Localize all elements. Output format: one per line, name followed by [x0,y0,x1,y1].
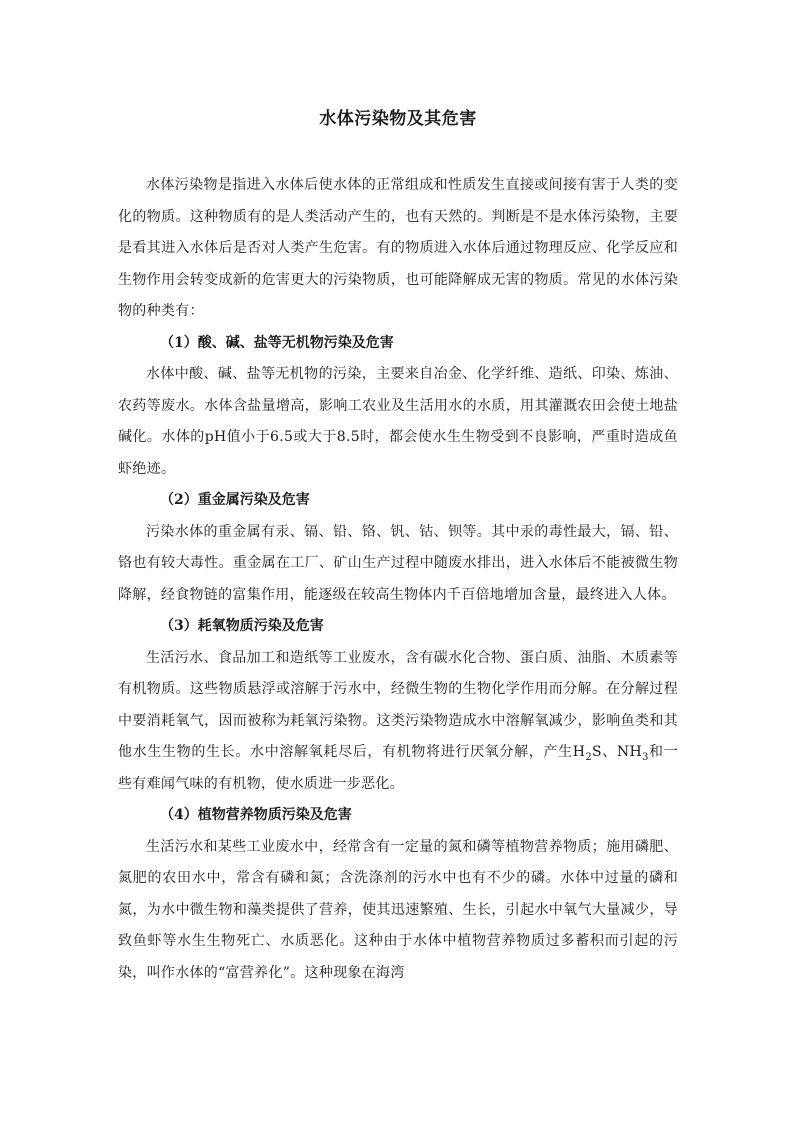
section-heading-nutrients: （4）植物营养物质污染及危害 [160,807,352,823]
document-title: 水体污染物及其危害 [319,109,477,129]
section-text-nutrients: 生活污水和某些工业废水中，经常含有一定量的氮和磷等植物营养物质；施用磷肥、氮肥的农田水中，常含有磷和氮；含洗涤剂的污水中也有不少的磷。水体中过量的磷和氮，为水中微生物和藻类提供了营养，使其迅速繁殖、生长，引起水中氧气大量减少，导致鱼虾等水生生物死亡、水质恶化。这种由于水体中植物营养物质过多蓄积而引起的污染，叫作水体的“富营养化”。这种现象在海湾 [118,838,678,981]
section-heading-inorganic: （1）酸、碱、盐等无机物污染及危害 [160,334,394,351]
section-heading-heavy-metals: （2）重金属污染及危害 [160,492,310,508]
section-text-heavy-metals: 污染水体的重金属有汞、镉、铅、铬、钒、钴、钡等。其中汞的毒性最大，镉、铅、铬也有较大毒性。重金属在工厂、矿山生产过程中随废水排出，进入水体后不能被微生物降解，经食物链的富集作用，能逐级在较高生物体内千百倍地增加含量，最终进入人体。 [118,523,678,603]
document-body [118,170,678,989]
oxygen-text-part2: S、NH [591,744,642,760]
section-heading-oxygen-consuming: （3）耗氧物质污染及危害 [160,618,324,634]
intro-paragraph: 水体污染物是指进入水体后使水体的正常组成和性质发生直接或间接有害于人类的变化的物质。这种物质有的是人类活动产生的，也有天然的。判断是不是水体污染物，主要是看其进入水体后是否对人类产生危害。有的物质进入水体后通过物理反应、化学反应和生物作用会转变成新的危害更大的污染物质，也可能降解成无害的物质。常见的水体污染物的种类有： [118,177,678,319]
h2s-subscript: 2 [585,751,592,763]
section-text-oxygen-consuming [118,643,678,801]
oxygen-text-part1: 生活污水、食品加工和造纸等工业废水，含有碳水化合物、蛋白质、油脂、木质素等有机物质。这些物质悬浮或溶解于污水中，经微生物的生物化学作用而分解。在分解过程中要消耗氧气，因而被称为耗氧污染物。这类污染物造成水中溶解氧减少，影响鱼类和其他水生生物的生长。水中溶解氧耗尽后，有机物将进行厌氧分解，产生H [118,649,678,760]
oxygen-text-part3: 和一些有难闻气味的有机物，使水质进一步恶化。 [118,744,678,792]
section-text-inorganic: 水体中酸、碱、盐等无机物的污染，主要来自冶金、化学纤维、造纸、印染、炼油、农药等废水。水体含盐量增高，影响工农业及生活用水的水质，用其灌溉农田会使土地盐碱化。水体的pH值小于6.5或大于8.5时，都会使水生生物受到不良影响，严重时造成鱼虾绝迹。 [118,366,678,477]
nh3-subscript: 3 [641,751,649,763]
